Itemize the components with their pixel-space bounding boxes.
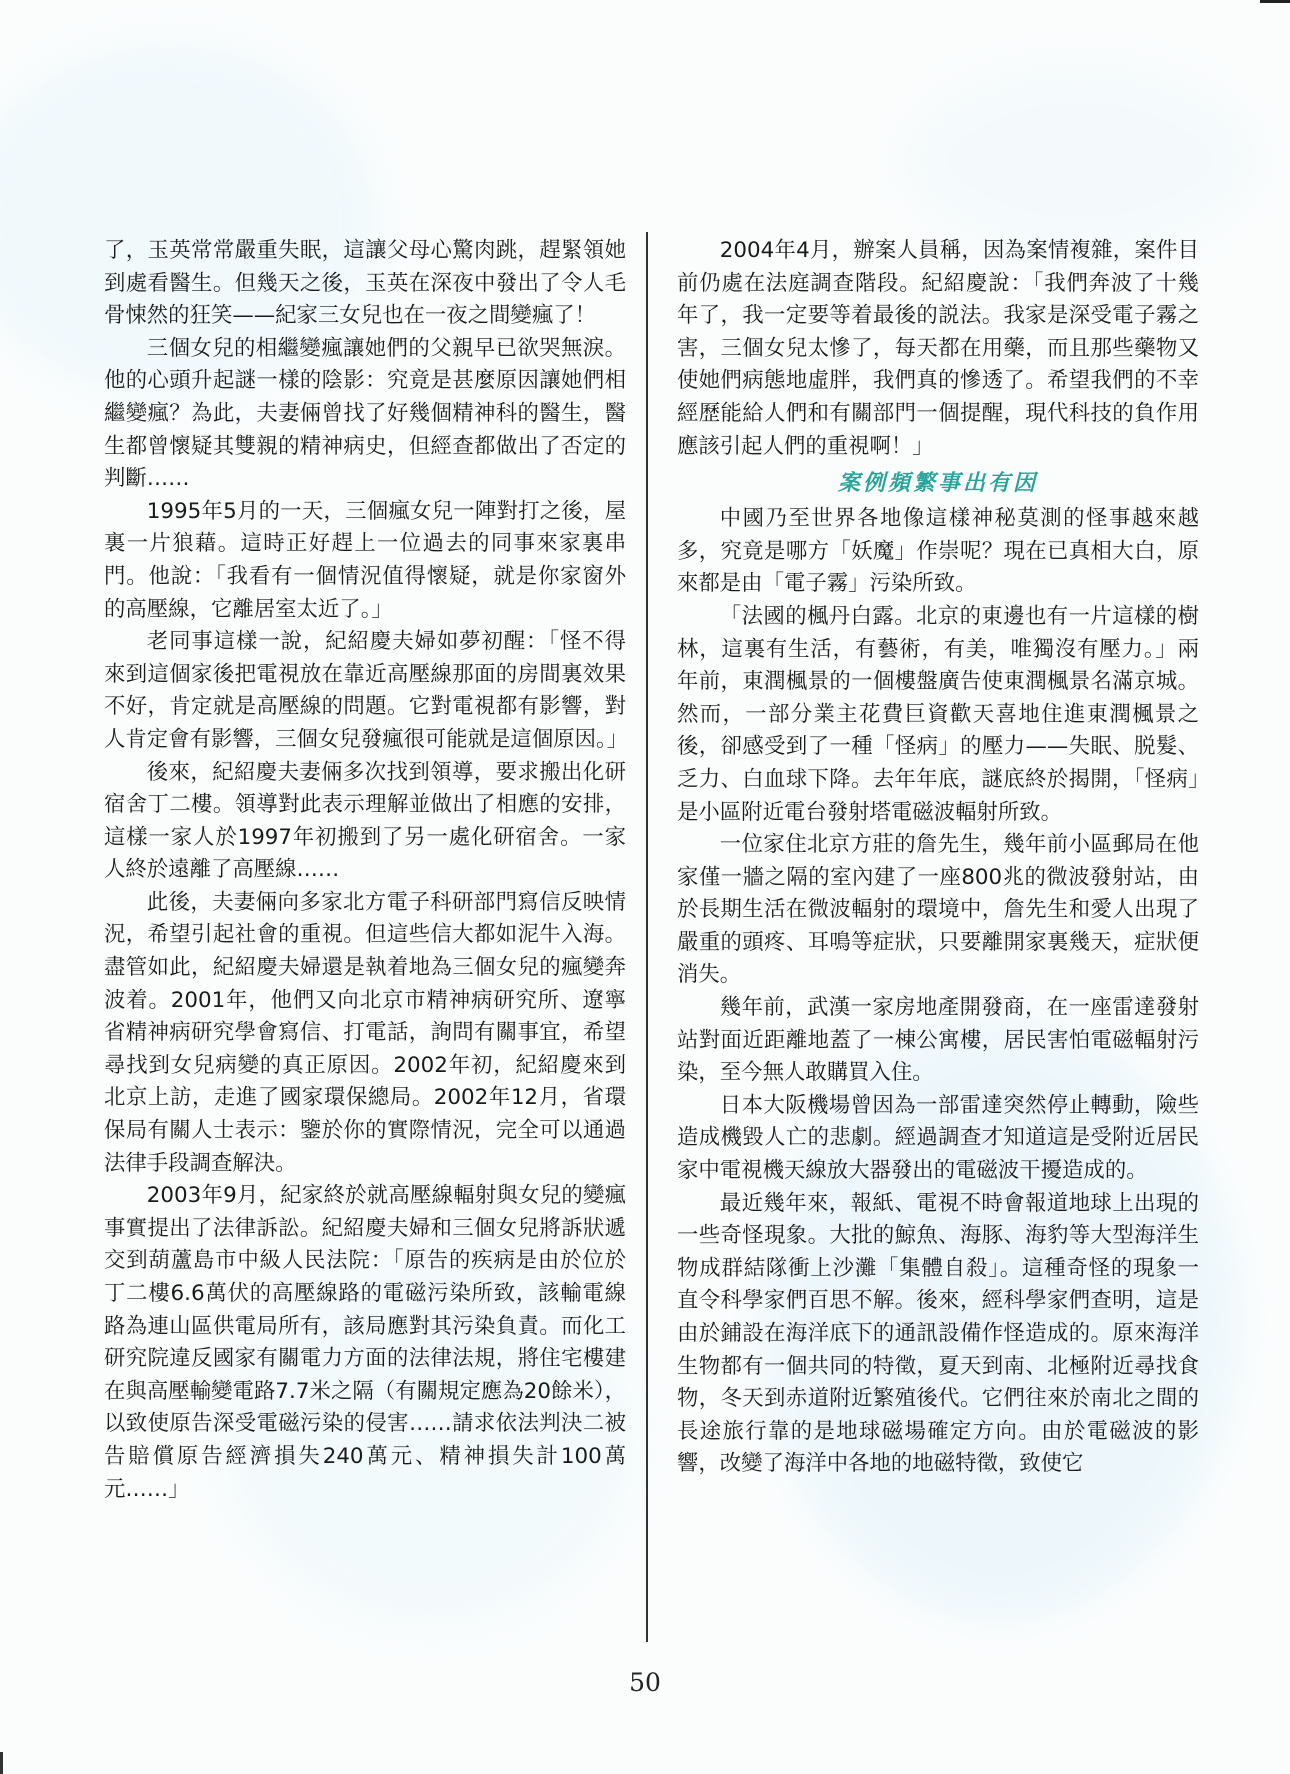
- paragraph: 最近幾年來，報紙、電視不時會報道地球上出現的一些奇怪現象。大批的鯨魚、海豚、海豹等大型海洋生物成群結隊衝上沙灘「集體自殺」。這種奇怪的現象一直令科學家們百思不解。後來，經科學家們查明，這是由於鋪設在海洋底下的通訊設備作怪造成的。原來海洋生物都有一個共同的特徵，夏天到南、北極附近尋找食物，冬天到赤道附近繁殖後代。它們往來於南北之間的長途旅行靠的是地球磁場確定方向。由於電磁波的影響，改變了海洋中各地的地磁特徵，致使它: [677, 1190, 1199, 1477]
- left-text-column: [104, 235, 629, 1506]
- paragraph: 2004年4月，辦案人員稱，因為案情複雜，案件目前仍處在法庭調查階段。紀紹慶說：「我們奔波了十幾年了，我一定要等着最後的説法。我家是深受電子霧之害，三個女兒太慘了，每天都在用藥，而且那些藥物又使她們病態地虛胖，我們真的慘透了。希望我們的不幸經歷能給人們和有關部門一個提醒，現代科技的負作用應該引起人們的重視啊！」: [677, 238, 1199, 459]
- paragraph: 「法國的楓丹白露。北京的東邊也有一片這樣的樹林，這裏有生活，有藝術，有美，唯獨沒有壓力。」兩年前，東潤楓景的一個樓盤廣告使東潤楓景名滿京城。然而，一部分業主花費巨資歡天喜地住進東潤楓景之後，卻感受到了一種「怪病」的壓力——失眠、脱髮、乏力、白血球下降。去年年底，謎底終於揭開，「怪病」是小區附近電台發射塔電磁波輻射所致。: [677, 603, 1199, 825]
- paragraph: 三個女兒的相繼變瘋讓她們的父親早已欲哭無淚。他的心頭升起謎一樣的陰影：究竟是甚麼原因讓她們相繼變瘋？為此，夫妻倆曾找了好幾個精神科的醫生，醫生都曾懷疑其雙親的精神病史，但經查都做出了否定的判斷……: [104, 335, 626, 492]
- paragraph: 一位家住北京方莊的詹先生，幾年前小區郵局在他家僅一牆之隔的室內建了一座800兆的微波發射站，由於長期生活在微波輻射的環境中，詹先生和愛人出現了嚴重的頭疼、耳鳴等症狀，只要離開家裏幾天，症狀便消失。: [677, 832, 1199, 988]
- paragraph: 2003年9月，紀家終於就高壓線輻射與女兒的變瘋事實提出了法律訴訟。紀紹慶夫婦和三個女兒將訴狀遞交到葫蘆島市中級人民法院：「原告的疾病是由於位於丁二樓6.6萬伏的高壓線路的電磁污染所致，該輸電線路為連山區供電局所有，該局應對其污染負責。而化工研究院違反國家有關電力方面的法律法規，將住宅樓建在與高壓輸變電路7.7米之隔（有關規定應為20餘米），以致使原告深受電磁污染的侵害……請求依法判決二被告賠償原告經濟損失240萬元、精神損失計100萬元……」: [104, 1183, 626, 1502]
- page-number: 50: [629, 1668, 661, 1697]
- column-divider: [646, 232, 648, 1642]
- paragraph: 了，玉英常常嚴重失眠，這讓父母心驚肉跳，趕緊領她到處看醫生。但幾天之後，玉英在深夜中發出了令人毛骨悚然的狂笑——紀家三女兒也在一夜之間變瘋了！: [104, 238, 626, 329]
- crop-mark-top-right: [1260, 0, 1290, 3]
- paragraph: 後來，紀紹慶夫妻倆多次找到領導，要求搬出化研宿舍丁二樓。領導對此表示理解並做出了相應的安排，這樣一家人於1997年初搬到了另一處化研宿舍。一家人終於遠離了高壓線……: [104, 759, 626, 883]
- paragraph: 日本大阪機場曾因為一部雷達突然停止轉動，險些造成機毀人亡的悲劇。經過調查才知道這是受附近居民家中電視機天線放大器發出的電磁波干擾造成的。: [677, 1092, 1199, 1184]
- right-text-column: [677, 235, 1199, 1481]
- crop-mark-bottom-left: [0, 1752, 3, 1774]
- paragraph: 老同事這樣一說，紀紹慶夫婦如夢初醒：「怪不得來到這個家後把電視放在靠近高壓線那面的房間裏效果不好，肯定就是高壓線的問題。它對電視都有影響，對人肯定會有影響，三個女兒發瘋很可能就是這個原因。」: [104, 629, 629, 752]
- paragraph: 幾年前，武漢一家房地產開發商，在一座雷達發射站對面近距離地蓋了一棟公寓樓，居民害怕電磁輻射污染，至今無人敢購買入住。: [677, 995, 1199, 1086]
- background-wash: [900, 60, 1260, 260]
- paragraph: 中國乃至世界各地像這樣神秘莫測的怪事越來越多，究竟是哪方「妖魔」作崇呢？現在已真相大白，原來都是由「電子霧」污染所致。: [677, 506, 1199, 597]
- section-heading: 案例頻繁事出有因: [837, 470, 1038, 497]
- paragraph: 1995年5月的一天，三個瘋女兒一陣對打之後，屋裏一片狼藉。這時正好趕上一位過去的同事來家裏串門。他說：「我看有一個情況值得懷疑，就是你家窗外的高壓線，它離居室太近了。」: [104, 498, 626, 622]
- paragraph: 此後，夫妻倆向多家北方電子科研部門寫信反映情況，希望引起社會的重視。但這些信大都如泥牛入海。盡管如此，紀紹慶夫婦還是執着地為三個女兒的瘋變奔波着。2001年，他們又向北京市精神病研究所、遼寧省精神病研究學會寫信、打電話，詢問有關事宜，希望尋找到女兒病變的真正原因。2002年初，紀紹慶來到北京上訪，走進了國家環保總局。2002年12月，省環保局有關人士表示：鑒於你的實際情況，完全可以通過法律手段調查解決。: [104, 889, 626, 1176]
